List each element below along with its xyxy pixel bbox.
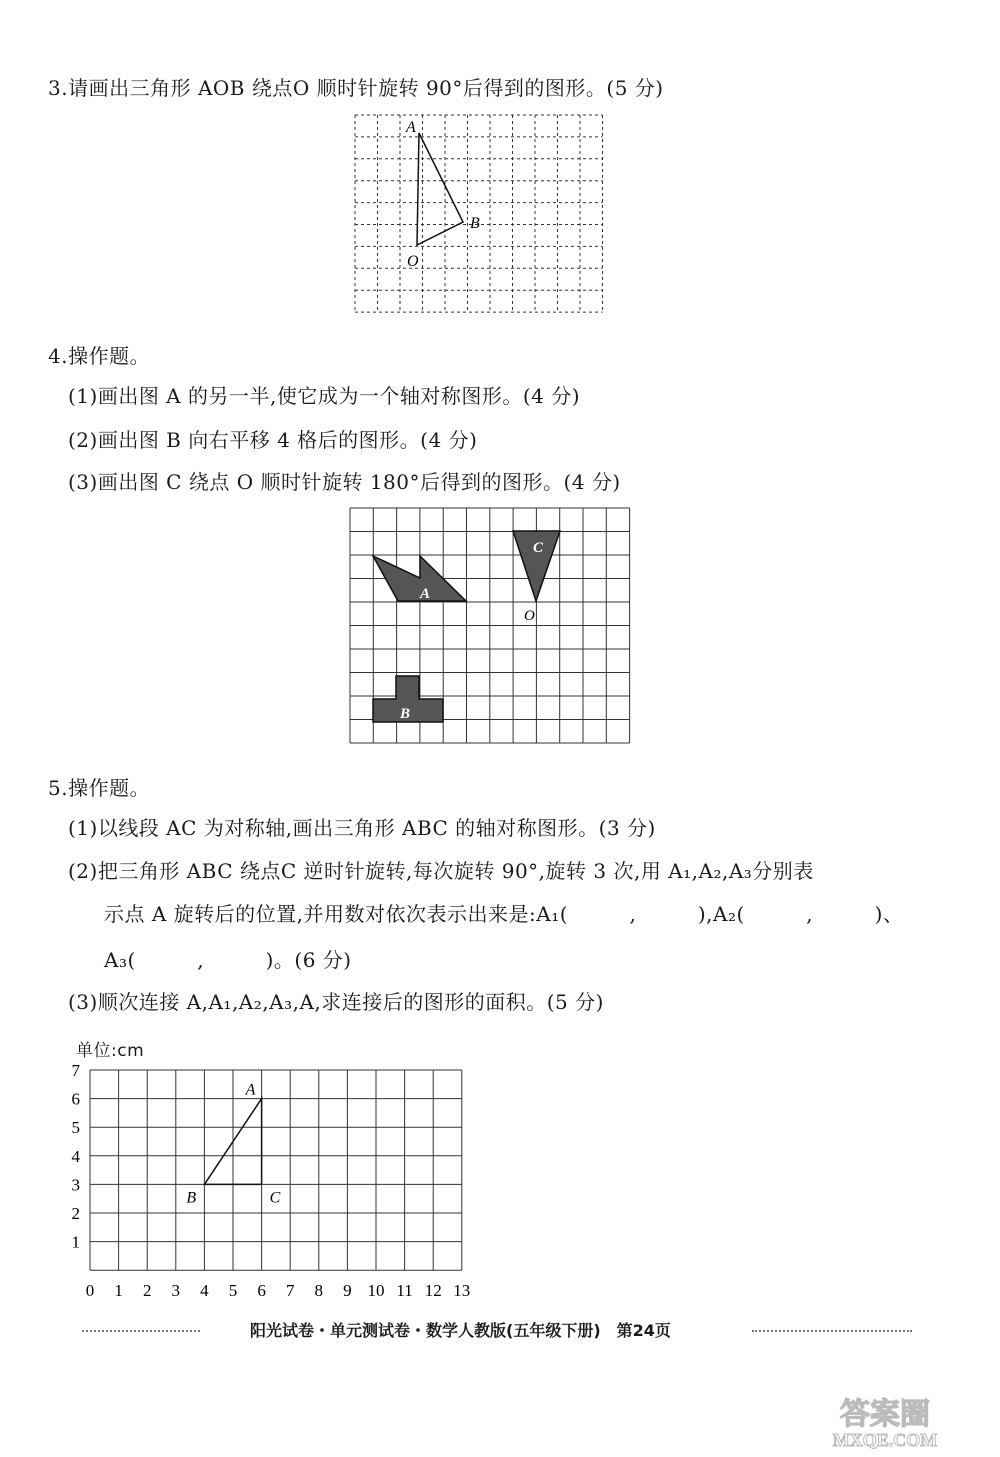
x-tick-label: 9 (343, 1281, 352, 1301)
label-b: B (470, 215, 480, 232)
point-label-a: A (245, 1081, 256, 1099)
svg-text:MXQE.COM: MXQE.COM (832, 1430, 938, 1450)
y-tick-label: 5 (71, 1118, 80, 1138)
point-label-c: C (269, 1189, 281, 1207)
x-tick-label: 2 (142, 1281, 152, 1301)
q5-item-1: (1)以线段 AC 为对称轴,画出三角形 ABC 的轴对称图形。(3 分) (68, 816, 656, 840)
q4-item-3: (3)画出图 C 绕点 O 顺时针旋转 180°后得到的图形。(4 分) (68, 470, 621, 494)
label-o: O (407, 253, 419, 270)
q4-item-2: (2)画出图 B 向右平移 4 格后的图形。(4 分) (68, 428, 478, 452)
x-tick-label: 7 (285, 1281, 295, 1301)
label-c: C (533, 540, 544, 556)
watermark-logo (800, 1392, 970, 1450)
y-tick-label: 7 (71, 1061, 80, 1080)
x-tick-label: 3 (171, 1281, 181, 1301)
y-tick-label: 4 (71, 1146, 80, 1166)
coordinate-grid-figure (60, 1058, 480, 1303)
q5-title: 5.操作题。 (48, 776, 151, 800)
triangle-aob (417, 133, 463, 245)
label-a: A (420, 586, 431, 602)
q5-item-3: (3)顺次连接 A,A₁,A₂,A₃,A,求连接后的图形的面积。(5 分) (68, 990, 604, 1014)
y-tick-label: 3 (71, 1175, 80, 1195)
q5-item-2-cont2: A₃( , )。(6 分) (104, 948, 352, 972)
y-tick-label: 6 (71, 1089, 80, 1109)
x-tick-label: 12 (424, 1281, 442, 1301)
label-o: O (524, 608, 535, 624)
x-tick-label: 13 (453, 1281, 471, 1301)
q4-title: 4.操作题。 (48, 344, 151, 368)
q3-text: 3.请画出三角形 AOB 绕点O 顺时针旋转 90°后得到的图形。(5 分) (48, 76, 664, 100)
y-tick-label: 2 (71, 1204, 80, 1223)
unit-label: 单位:cm (76, 1041, 145, 1061)
x-tick-label: 1 (114, 1281, 123, 1301)
label-a: A (406, 119, 416, 136)
q3-grid-figure (350, 110, 620, 316)
q4-grid-figure (348, 506, 634, 748)
x-tick-label: 5 (228, 1281, 238, 1301)
footer-divider-right (752, 1330, 912, 1332)
x-tick-label: 6 (257, 1281, 266, 1301)
q4-item-1: (1)画出图 A 的另一半,使它成为一个轴对称图形。(4 分) (68, 384, 581, 408)
x-tick-label: 0 (85, 1281, 95, 1301)
footer-text: 阳光试卷・单元测试卷・数学人教版(五年级下册) 第24页 (250, 1321, 671, 1340)
y-tick-label: 1 (71, 1232, 80, 1252)
point-label-b: B (186, 1189, 197, 1207)
x-tick-label: 8 (314, 1281, 324, 1301)
x-tick-label: 11 (396, 1281, 413, 1301)
footer-divider-left (82, 1330, 200, 1332)
q5-item-2-cont: 示点 A 旋转后的位置,并用数对依次表示出来是:A₁( , ),A₂( , )、 (104, 902, 904, 926)
svg-text:答案圈: 答案圈 (840, 1398, 930, 1431)
label-b: B (400, 706, 411, 722)
x-tick-label: 10 (367, 1281, 385, 1301)
x-tick-label: 4 (200, 1281, 209, 1301)
q5-item-2: (2)把三角形 ABC 绕点C 逆时针旋转,每次旋转 90°,旋转 3 次,用 A₁,A₂,A₃分别表 (68, 859, 814, 883)
